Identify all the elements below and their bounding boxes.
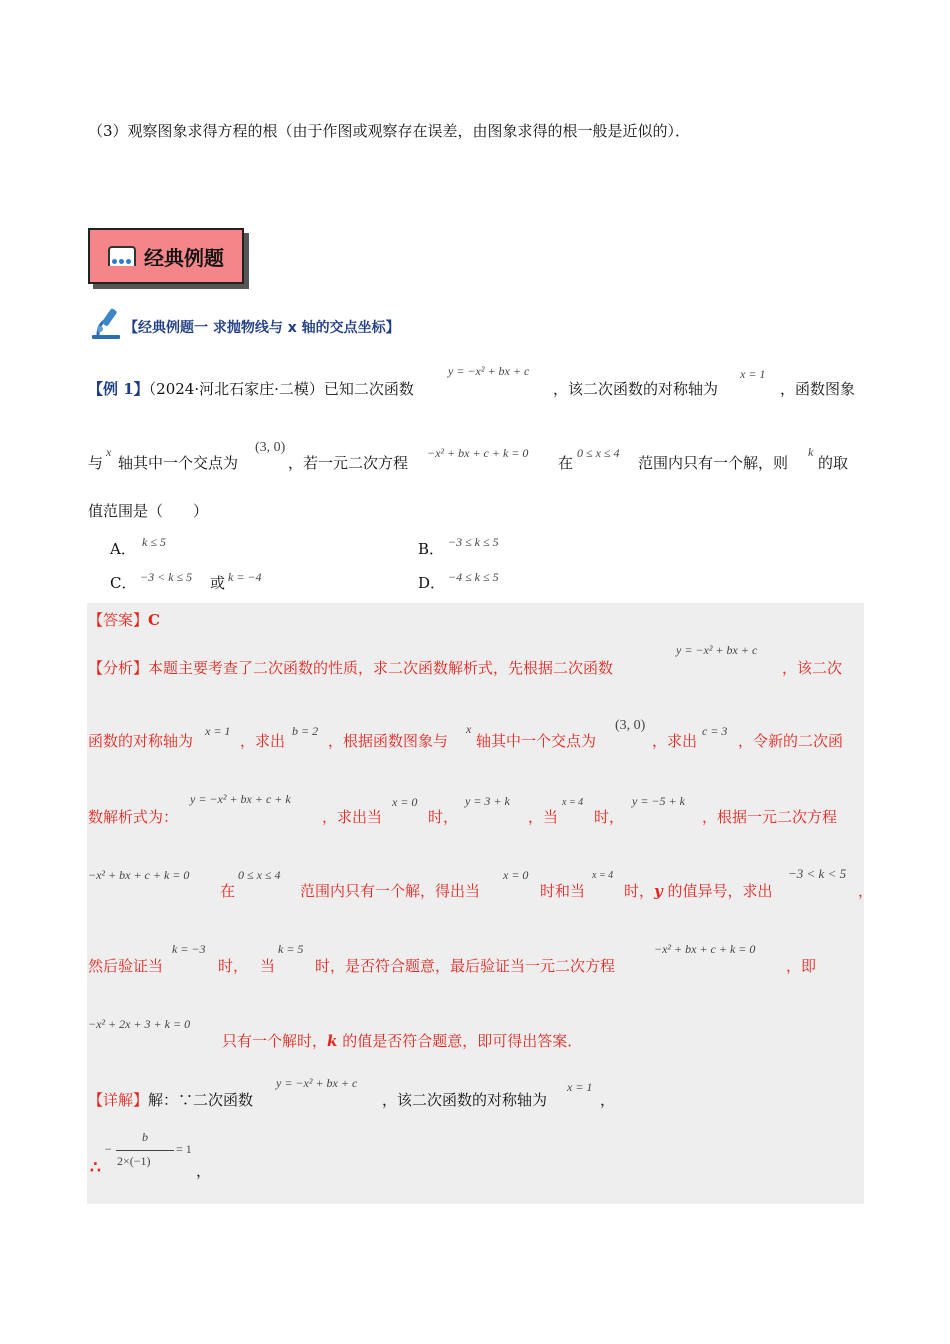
analysis-text: 时，是否符合题意，最后验证当一元二次方程 bbox=[315, 957, 616, 975]
math-x-var: x bbox=[466, 722, 472, 736]
option-d-math: −4 ≤ k ≤ 5 bbox=[448, 570, 499, 584]
detail-text: 解：∵二次函数 bbox=[148, 1091, 254, 1109]
analysis-text: ， bbox=[858, 882, 874, 900]
math-x0: x = 0 bbox=[503, 868, 529, 882]
answer-tag: 【答案】 bbox=[88, 611, 149, 629]
detail-text: ，该二次函数的对称轴为 bbox=[382, 1091, 548, 1109]
analysis-text: 在 bbox=[220, 882, 236, 900]
answer-value: C bbox=[148, 611, 160, 629]
math-k-5: k = 5 bbox=[278, 942, 304, 956]
detail-text: ， bbox=[196, 1162, 212, 1180]
analysis-text: 只有一个解时， bbox=[222, 1032, 328, 1050]
analysis-text: 的值是否符合题意，即可得出答案． bbox=[337, 1032, 583, 1050]
analysis-text: 时， bbox=[624, 882, 655, 900]
math-x4: x = 4 bbox=[592, 870, 614, 881]
intro-step-text: （3）观察图象求得方程的根（由于作图或观察存在误差，由图象求得的根一般是近似的）． bbox=[88, 122, 691, 140]
analysis-text: ，令新的二次函 bbox=[738, 732, 844, 750]
option-label: C． bbox=[110, 574, 137, 592]
option-c[interactable] bbox=[110, 572, 136, 593]
option-c-math: −3 < k ≤ 5 bbox=[140, 570, 193, 584]
math-k-var: k bbox=[808, 445, 814, 459]
example-text: 范围内只有一个解，则 bbox=[638, 454, 789, 472]
fraction-expression bbox=[104, 1130, 194, 1174]
analysis-text: 当 bbox=[260, 957, 276, 975]
math-quadratic: y = −x² + bx + c bbox=[448, 364, 530, 378]
answer-line bbox=[88, 609, 160, 630]
example-text: ，函数图象 bbox=[780, 380, 856, 398]
fraction-sign: − bbox=[104, 1142, 113, 1156]
analysis-text: 数解析式为： bbox=[88, 808, 179, 826]
example-text: ，该二次函数的对称轴为 bbox=[553, 380, 719, 398]
section-title: 【经典例题一 求抛物线与 x 轴的交点坐标】 bbox=[124, 320, 400, 336]
math-y0: y = 3 + k bbox=[465, 794, 510, 808]
math-point: (3, 0) bbox=[255, 440, 286, 455]
microscope-icon bbox=[88, 305, 124, 341]
math-range: 0 ≤ x ≤ 4 bbox=[577, 446, 620, 460]
analysis-text: 时和当 bbox=[540, 882, 586, 900]
option-a-math: k ≤ 5 bbox=[142, 535, 166, 549]
example-text: ，若一元二次方程 bbox=[288, 454, 409, 472]
math-equation-2: −x² + 2x + 3 + k = 0 bbox=[88, 1017, 191, 1031]
therefore-symbol: ∴ bbox=[90, 1158, 101, 1178]
example-tag: 【例 1】 bbox=[88, 380, 149, 398]
math-range: 0 ≤ x ≤ 4 bbox=[238, 868, 281, 882]
analysis-text: 时， bbox=[428, 808, 459, 826]
analysis-text: ，求出当 bbox=[322, 808, 383, 826]
analysis-var-y: y bbox=[654, 882, 663, 900]
analysis-text: 轴其中一个交点为 bbox=[476, 732, 597, 750]
analysis-text: 时， bbox=[218, 957, 249, 975]
option-label: B． bbox=[418, 540, 445, 558]
analysis-text: 范围内只有一个解，得出当 bbox=[300, 882, 481, 900]
option-b[interactable] bbox=[418, 538, 444, 559]
analysis-text: 然后验证当 bbox=[88, 957, 164, 975]
analysis-line-1 bbox=[88, 657, 613, 678]
option-c-math2: k = −4 bbox=[228, 570, 262, 584]
detail-tag: 【详解】 bbox=[88, 1091, 149, 1109]
fraction-denominator: 2×(−1) bbox=[117, 1154, 151, 1168]
fraction-result: = 1 bbox=[176, 1142, 192, 1156]
math-quadratic: y = −x² + bx + c bbox=[676, 643, 758, 657]
example-text: 值范围是（ ） bbox=[88, 502, 209, 520]
analysis-text: 时， bbox=[594, 808, 625, 826]
math-k-range: −3 < k < 5 bbox=[788, 866, 847, 881]
detail-line-1 bbox=[88, 1089, 253, 1110]
analysis-text: ，求出 bbox=[652, 732, 698, 750]
option-d[interactable] bbox=[418, 572, 445, 593]
option-label: D． bbox=[418, 574, 446, 592]
example-text: 轴其中一个交点为 bbox=[118, 454, 239, 472]
math-b: b = 2 bbox=[292, 724, 319, 738]
analysis-text: 本题主要考查了二次函数的性质，求二次函数解析式，先根据二次函数 bbox=[148, 659, 614, 677]
analysis-text: ，求出 bbox=[240, 732, 286, 750]
math-axis: x = 1 bbox=[567, 1080, 593, 1094]
analysis-tag: 【分析】 bbox=[88, 659, 149, 677]
example-line-1 bbox=[88, 378, 414, 399]
example-text: （2024·河北石家庄·二模）已知二次函数 bbox=[148, 380, 414, 398]
detail-text: ， bbox=[600, 1091, 616, 1109]
math-point: (3, 0) bbox=[615, 718, 646, 733]
option-label: A． bbox=[110, 540, 136, 558]
math-k-minus-3: k = −3 bbox=[172, 942, 206, 956]
math-axis: x = 1 bbox=[740, 367, 766, 381]
fraction-numerator: b bbox=[142, 1130, 148, 1144]
math-x4: x = 4 bbox=[562, 797, 584, 808]
math-c: c = 3 bbox=[702, 724, 728, 738]
newtons-cradle-icon bbox=[108, 246, 136, 266]
analysis-line-4-y-sign bbox=[624, 880, 773, 901]
math-x-var: x bbox=[106, 445, 112, 459]
classic-examples-banner bbox=[88, 228, 244, 284]
math-x0: x = 0 bbox=[392, 795, 418, 809]
example-text: 的取 bbox=[818, 454, 849, 472]
analysis-text: 的值异号，求出 bbox=[662, 882, 773, 900]
option-c-or: 或 bbox=[210, 574, 226, 592]
analysis-line-6 bbox=[222, 1030, 582, 1051]
analysis-text: ，即 bbox=[786, 957, 817, 975]
solution-panel bbox=[87, 603, 864, 1204]
math-equation: −x² + bx + c + k = 0 bbox=[88, 868, 190, 882]
analysis-text: ，该二次 bbox=[782, 659, 843, 677]
fraction-bar bbox=[116, 1150, 174, 1151]
math-new-function: y = −x² + bx + c + k bbox=[190, 792, 291, 806]
example-text: 在 bbox=[558, 454, 574, 472]
analysis-var-k: k bbox=[327, 1032, 338, 1050]
option-a[interactable] bbox=[110, 538, 136, 559]
math-quadratic: y = −x² + bx + c bbox=[276, 1076, 358, 1090]
analysis-text: ，根据一元二次方程 bbox=[702, 808, 838, 826]
example-text: 与 bbox=[88, 454, 104, 472]
math-axis: x = 1 bbox=[205, 724, 231, 738]
analysis-text: ，根据函数图象与 bbox=[328, 732, 449, 750]
math-y4: y = −5 + k bbox=[632, 794, 685, 808]
math-equation: −x² + bx + c + k = 0 bbox=[427, 446, 529, 460]
math-equation: −x² + bx + c + k = 0 bbox=[654, 942, 756, 956]
analysis-text: 函数的对称轴为 bbox=[88, 732, 194, 750]
option-b-math: −3 ≤ k ≤ 5 bbox=[448, 535, 499, 549]
analysis-text: ，当 bbox=[528, 808, 559, 826]
banner-label: 经典例题 bbox=[144, 245, 224, 270]
